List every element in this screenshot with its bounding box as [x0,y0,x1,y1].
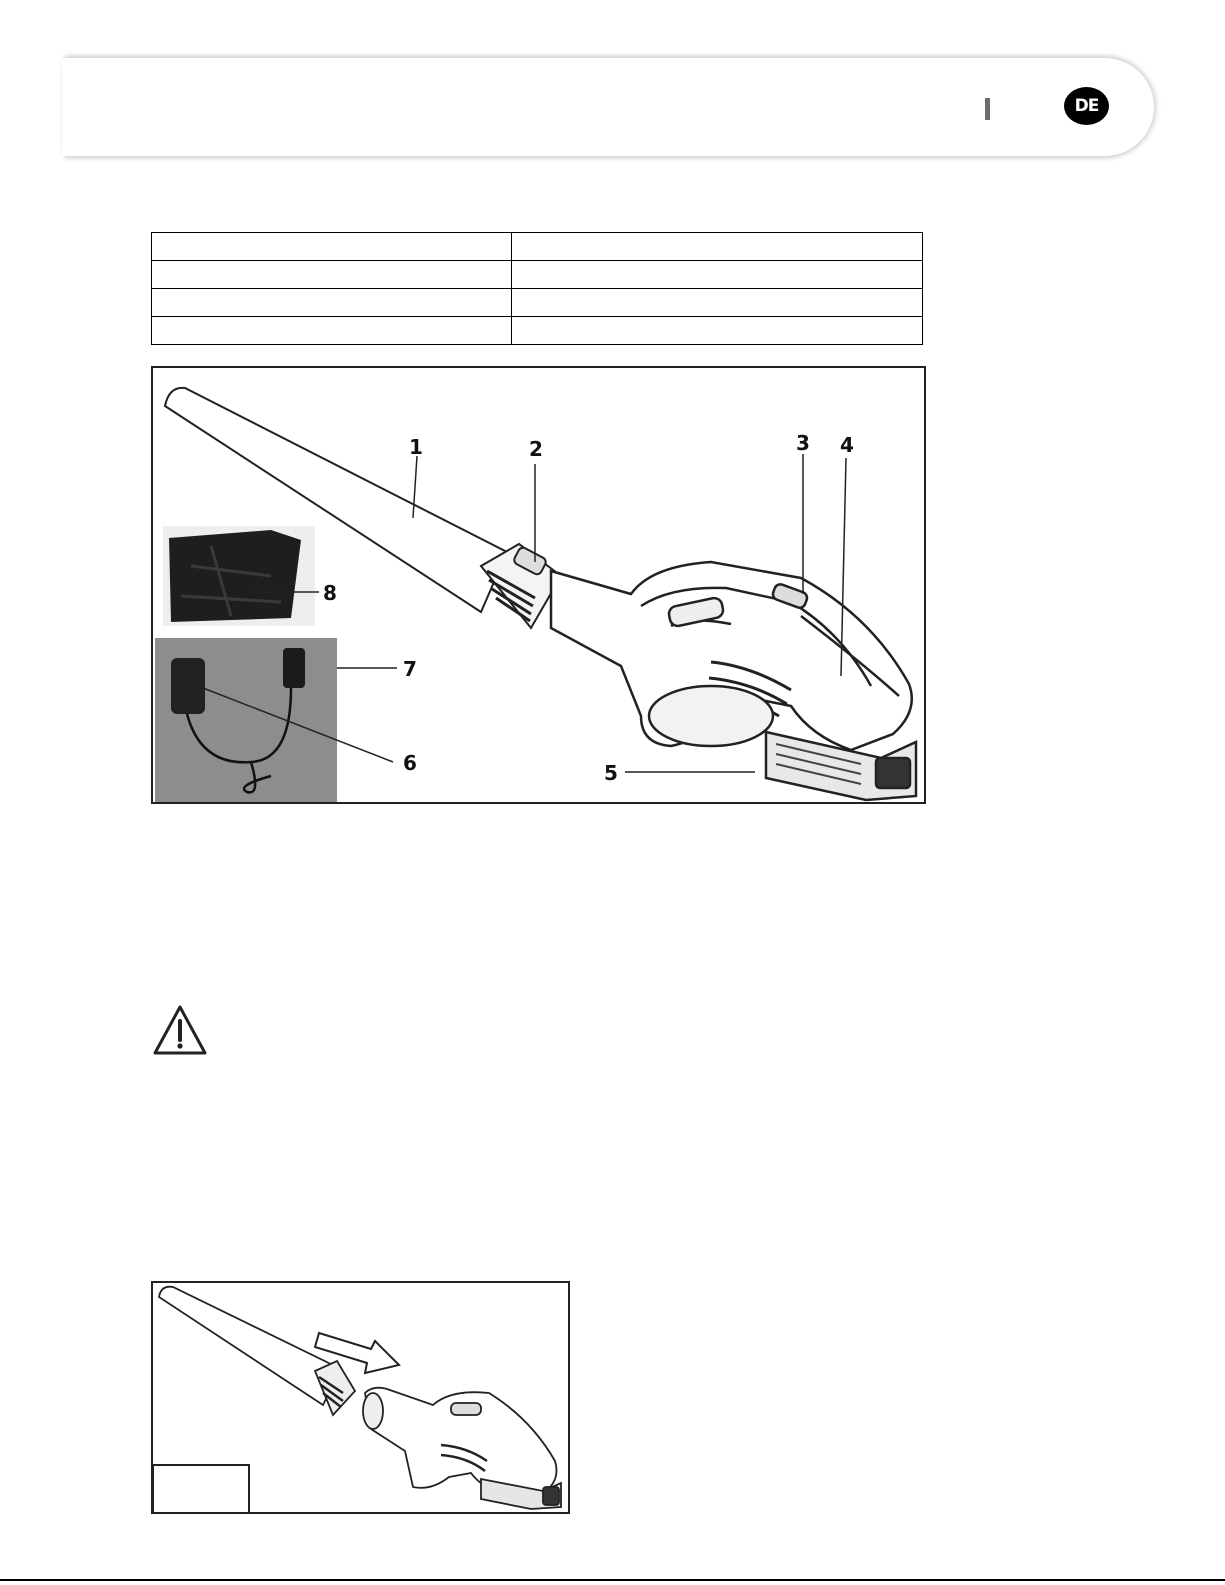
table-row [152,289,923,317]
callout-8: 8 [323,581,337,605]
callout-7: 7 [403,657,417,681]
table-row [152,233,923,261]
header-separator [985,98,990,120]
table-cell [512,289,923,317]
bottom-rule [0,1579,1225,1581]
spec-table [151,232,923,345]
table-cell [152,317,512,345]
callout-6: 6 [403,751,417,775]
table-cell [152,289,512,317]
header-band [62,58,1154,156]
callout-3: 3 [796,431,810,455]
callout-2: 2 [529,437,543,461]
table-cell [512,317,923,345]
table-row [152,261,923,289]
table-cell [512,261,923,289]
language-badge: DE [1064,87,1109,125]
warning-triangle-icon [152,1004,208,1056]
product-overview-figure [151,366,926,804]
collection-bag-photo [163,526,315,626]
table-row [152,317,923,345]
table-cell [152,261,512,289]
callout-4: 4 [840,433,854,457]
figure-label-box [153,1465,249,1513]
table-cell [152,233,512,261]
callout-1: 1 [409,435,423,459]
callout-5: 5 [604,761,618,785]
table-cell [512,233,923,261]
tube-assembly-figure [151,1281,570,1514]
battery-charger-photo [155,638,337,802]
